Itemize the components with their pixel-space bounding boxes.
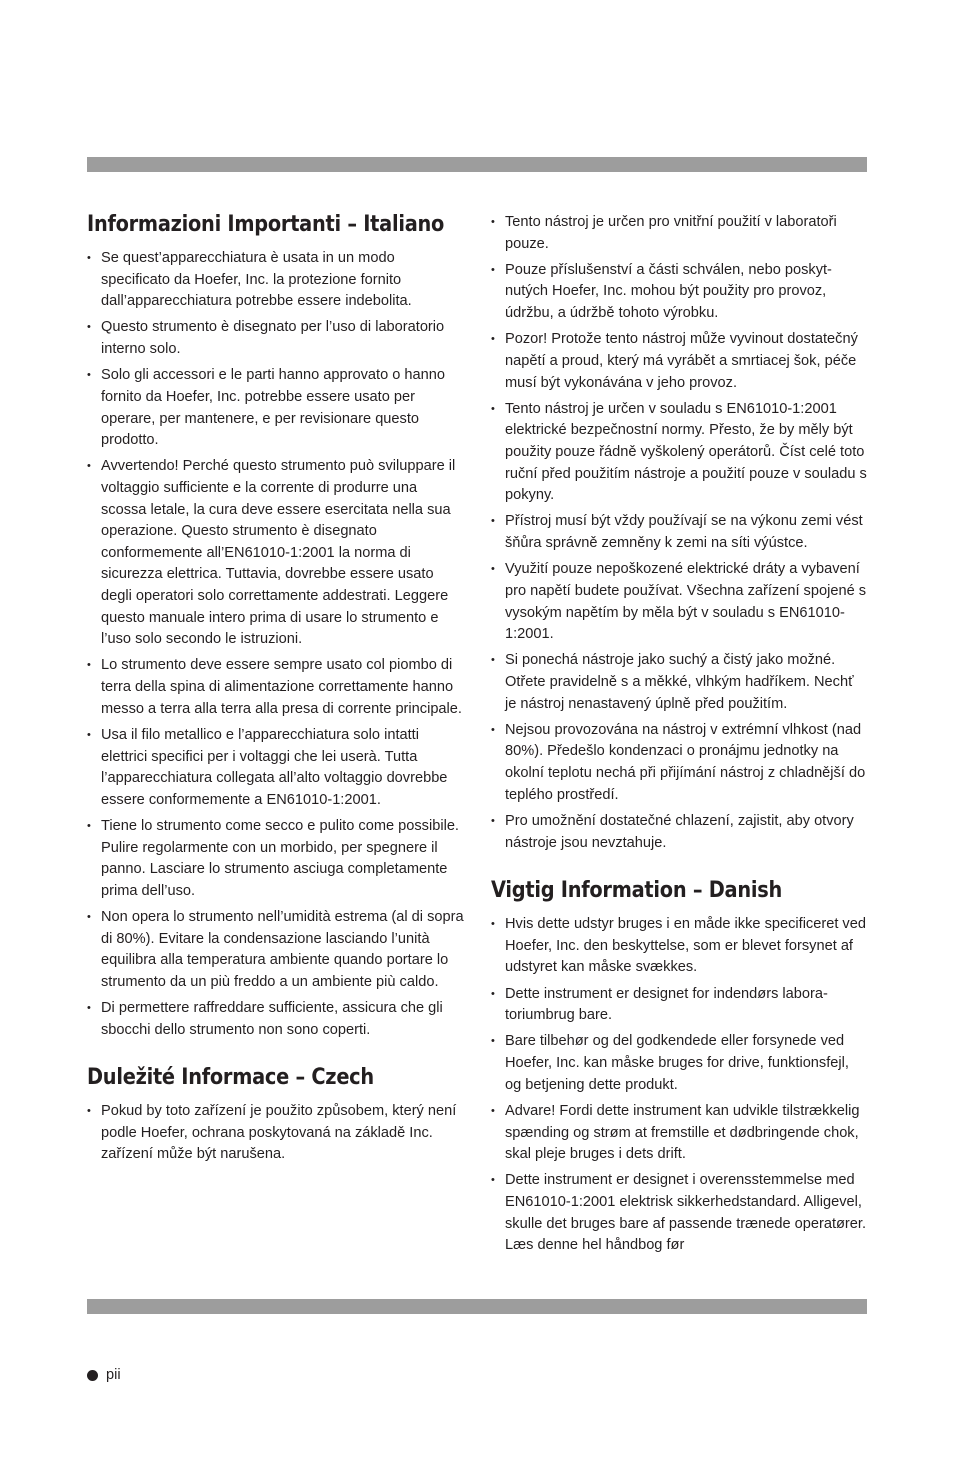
- list-item: • Nejsou provozována na nástroj v extrémní vlhkost (nad 80%). Předešlo kondenzaci o pronájmu jednotky na okolní teplotu nechá při přijímání nástroj z chladnější do teplého prostředí.: [491, 720, 867, 806]
- danish-heading: Vigtig Information – Danish: [491, 878, 782, 904]
- list-item: • Pokud by toto zařízení je použito způsobem, který není podle Hoefer, ochrana poskytovaná na základě Inc. zařízení může být narušena.: [87, 1101, 465, 1166]
- list-item: • Pouze příslušenství a části schválen, nebo poskytnutých Hoefer, Inc. mohou být použity pro provoz, údržbu, a údržbě tohoto výrobku.: [491, 260, 867, 325]
- list-item: • Bare tilbehør og del godkendede eller forsynede ved Hoefer, Inc. kan måske bruges for drive, funktionsfejl, og betjening dette produkt.: [491, 1031, 867, 1096]
- czech-list-right: [491, 212, 867, 854]
- list-item: • Lo strumento deve essere sempre usato col piombo di terra della spina di alimentazione correttamente hanno messo a terra alla terra alla presa di corrente principale.: [87, 655, 465, 720]
- list-item: • Si ponechá nástroje jako suchý a čistý jako možné. Otřete pravidelně s a měkké, vlhkým hadříkem. Nechť je nástroj nenastavený úplně před použitím.: [491, 650, 867, 715]
- list-item: • Dette instrument er designet i overensstemmelse med EN61010-1:2001 elektrisk sikkerhedstandard. Alligevel, skulle det bruges bare af passende trænede operatører. Læs denne hel håndbog før: [491, 1170, 867, 1256]
- list-item: • Solo gli accessori e le parti hanno approvato o hanno fornito da Hoefer, Inc. potrebbe essere usato per operare, per mantenere, e per revisionare questo prodotto.: [87, 365, 465, 451]
- list-item: • Non opera lo strumento nell’umidità estrema (al di sopra di 80%). Evitare la condensazione lasciando l’unità equilibra alla temperatura ambiente quando portare lo strumento da un più freddo a un ambiente più caldo.: [87, 907, 465, 993]
- list-item: • Di permettere raffreddare sufficiente, assicura che gli sbocchi dello strumento non sono coperti.: [87, 998, 465, 1041]
- italian-list: [87, 248, 465, 1041]
- list-item: • Tento nástroj je určen v souladu s EN61010-1:2001 elektrické bezpečnostní normy. Přesto, že by měly být použity pouze řádně vyškolený operátorů. Číst celé toto ruční před použitím nástroje a použití pouze v souladu s pokyny.: [491, 399, 867, 507]
- czech-heading: Duležité Informace – Czech: [87, 1065, 374, 1091]
- bullet-dot-icon: [87, 1370, 98, 1381]
- danish-list: [491, 914, 867, 1257]
- right-column: [491, 212, 867, 1261]
- list-item: • Tento nástroj je určen pro vnitřní použití v laboratoři pouze.: [491, 212, 867, 255]
- list-item: • Avvertendo! Perché questo strumento può sviluppare il voltaggio sufficiente e la corrente di produrre una scossa letale, la cura deve essere esercitata nella sua operazione. Questo strumento è disegnato conformemente all’EN61010-1:2001 la norma di sicurezza elettrica. Tuttavia, dovrebbe essere usato degli operatori solo correttamente addestrati. Leggere questo manuale intero prima di usare lo strumento e l’uso solo secondo le istruzioni.: [87, 456, 465, 650]
- list-item: • Usa il filo metallico e l’apparecchiatura solo intatti elettrici specifici per i voltaggi che lei userà. Tutta l’apparecchiatura collegata all’alto voltaggio dovrebbe essere conformemente a EN61010-1:2001.: [87, 725, 465, 811]
- bottom-rule: [87, 1299, 867, 1314]
- list-item: • Pozor! Protože tento nástroj může vyvinout dostatečný napětí a proud, který má vyrábět a smrtiacej šok, péče musí být vykonávána v jeho provoz.: [491, 329, 867, 394]
- list-item: • Se quest’apparecchiatura è usata in un modo specificato da Hoefer, Inc. la protezione fornito dall’apparecchiatura potrebbe essere indebolita.: [87, 248, 465, 313]
- list-item: • Tiene lo strumento come secco e pulito come possibile. Pulire regolarmente con un morbido, per spegnere il panno. Lasciare lo strumento asciuga completamente prima dell’uso.: [87, 816, 465, 902]
- page-number: pii: [106, 1367, 121, 1383]
- list-item: • Hvis dette udstyr bruges i en måde ikke specificeret ved Hoefer, Inc. den beskyttelse, som er blevet forsynet af udstyret kan måske svækkes.: [491, 914, 867, 979]
- list-item: • Advare! Fordi dette instrument kan udvikle tilstrækkelig spænding og strøm at fremstille et dødbringende chok, skal pleje bruges i dets drift.: [491, 1101, 867, 1166]
- list-item: • Přístroj musí být vždy používají se na výkonu zemi vést šňůra správně zemněny k zemi na síti výústce.: [491, 511, 867, 554]
- top-rule: [87, 157, 867, 172]
- italian-heading: Informazioni Importanti – Italiano: [87, 212, 445, 237]
- list-item: • Questo strumento è disegnato per l’uso di laboratorio interno solo.: [87, 317, 465, 360]
- page-footer: [87, 1367, 121, 1383]
- list-item: • Dette instrument er designet for indendørs laboratoriumbrug bare.: [491, 984, 867, 1027]
- list-item: • Využití pouze nepoškozené elektrické dráty a vybavení pro napětí budete používat. Všechna zařízení spojené s vysokým napětím by měla být v souladu s EN61010-1:2001.: [491, 559, 867, 645]
- list-item: • Pro umožnění dostatečné chlazení, zajistit, aby otvory nástroje jsou nevztahuje.: [491, 811, 867, 854]
- czech-list-left: [87, 1101, 465, 1166]
- left-column: [87, 210, 465, 1171]
